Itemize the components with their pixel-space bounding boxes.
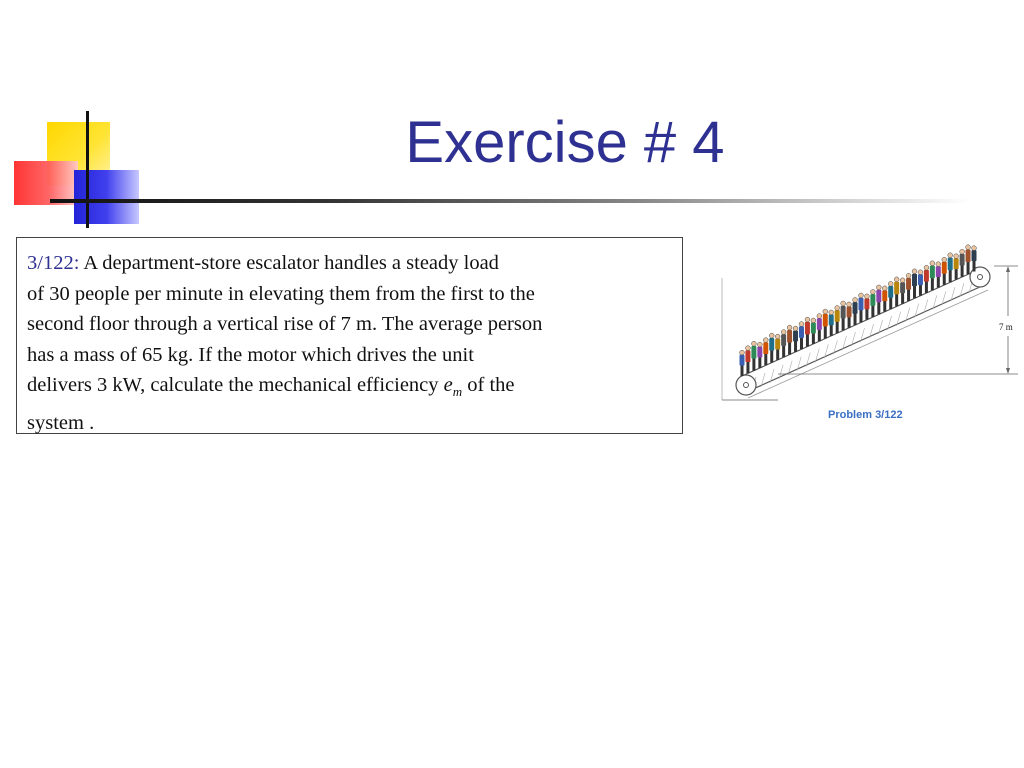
person-figure [793,326,798,352]
problem-line-1-text: A department-store escalator handles a steady load [79,252,499,274]
person-figure [858,293,863,322]
escalator-diagram [718,228,1020,428]
person-figure [936,262,941,288]
person-figure [781,330,786,358]
person-figure [924,265,929,293]
decor-blue-square [74,170,139,224]
figure-caption: Problem 3/122 [828,409,903,421]
person-figure [847,302,852,328]
person-figure [757,342,762,368]
person-figure [805,317,810,346]
person-figure [948,253,953,282]
person-figure [894,277,899,306]
problem-number: 3/122: [27,252,80,274]
person-figure [835,306,840,334]
problem-line-5-tail: of the [462,374,515,396]
person-figure [966,245,971,274]
person-figure [775,334,780,360]
person-figure [954,254,959,280]
rise-label: 7 m [999,322,1013,332]
title-underline [50,199,970,203]
person-figure [787,325,792,354]
person-figure [769,333,774,362]
problem-statement-box [16,237,683,434]
person-figure [906,273,911,301]
dimension-arrow-top [1006,266,1010,272]
person-figure [817,314,822,342]
person-figure [841,301,846,330]
person-figure [799,322,804,350]
decor-vertical-line [86,111,89,228]
person-figure [882,286,887,312]
person-figure [918,270,923,296]
escalator-figure [718,228,1020,428]
slide-title: Exercise # 4 [405,110,725,175]
efficiency-symbol: $e_m$ [443,374,463,400]
person-figure [745,346,750,374]
person-figure [829,310,834,336]
person-figure [763,338,768,366]
person-figure [853,297,858,325]
problem-line-5-text: delivers 3 kW, calculate the mechanical efficiency [27,374,444,396]
problem-line-4: has a mass of 65 kg. If the motor which drives the unit [27,343,474,366]
person-figure [876,285,881,314]
person-figure [900,278,905,304]
person-figure [930,261,935,290]
person-figure [942,257,947,285]
dimension-arrow-bottom [1006,368,1010,374]
problem-line-3: second floor through a vertical rise of 7 m. The average person [27,313,543,335]
person-figure [960,249,965,277]
problem-line-5 [27,370,674,408]
problem-line-2: of 30 people per minute in elevating them from the first to the [27,282,535,305]
problem-line-1 [27,248,674,279]
person-figure [811,318,816,344]
person-figure [864,294,869,320]
people-on-escalator [740,245,977,376]
person-figure [888,281,893,309]
person-figure [823,309,828,338]
person-figure [740,350,745,376]
problem-line-6: system . [27,411,95,434]
person-figure [751,341,756,370]
person-figure [912,269,917,298]
person-figure [870,289,875,317]
bottom-pulley [736,375,756,395]
